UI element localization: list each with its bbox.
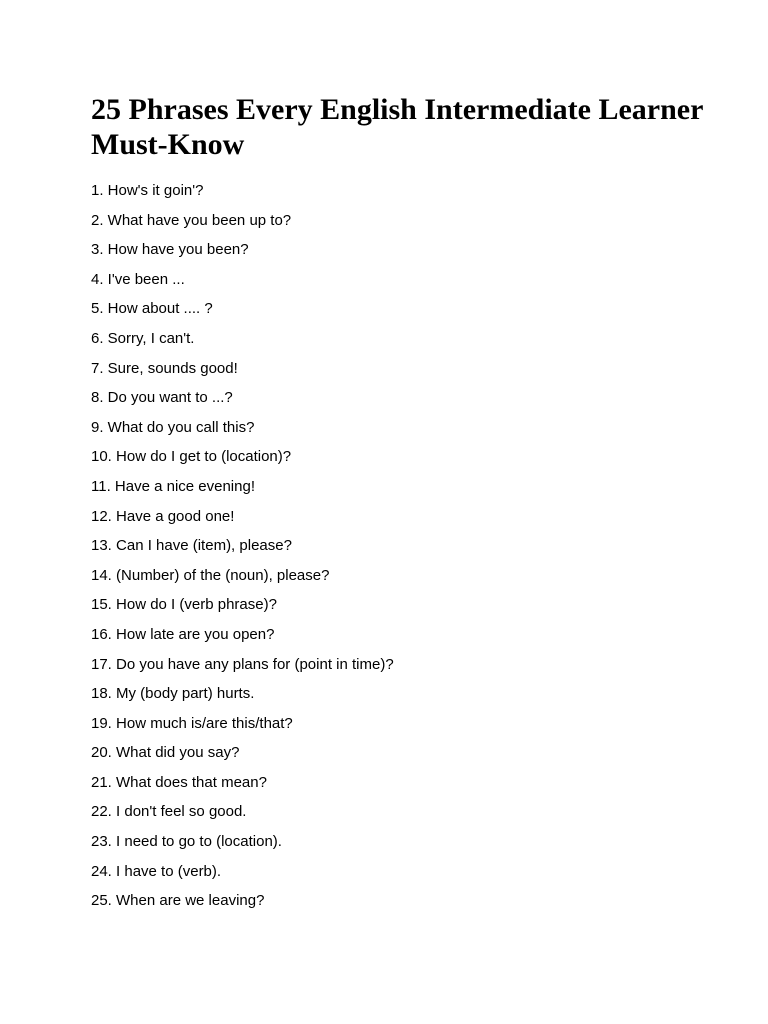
list-item: 22. I don't feel so good. [91,803,247,821]
list-item: 5. How about .... ? [91,300,213,318]
list-item: 16. How late are you open? [91,625,275,643]
list-item: 13. Can I have (item), please? [91,537,292,555]
list-item: 4. I've been ... [91,270,185,288]
list-item: 20. What did you say? [91,744,240,762]
page-title: 25 Phrases Every English Intermediate Learner Must-Know [91,93,703,161]
list-item: 25. When are we leaving? [91,892,265,910]
list-item: 12. Have a good one! [91,507,235,525]
list-item: 10. How do I get to (location)? [91,448,292,466]
list-item: 17. Do you have any plans for (point in time)? [91,655,394,673]
list-item: 7. Sure, sounds good! [91,359,238,377]
document-page [91,92,711,916]
list-item: 14. (Number) of the (noun), please? [91,566,330,584]
list-item: 3. How have you been? [91,241,249,259]
list-item: 2. What have you been up to? [91,211,292,229]
list-item: 23. I need to go to (location). [91,833,282,851]
list-item: 8. Do you want to ...? [91,389,233,407]
list-item: 11. Have a nice evening! [91,477,255,495]
list-item: 18. My (body part) hurts. [91,685,255,703]
list-item: 6. Sorry, I can't. [91,329,195,347]
list-item: 21. What does that mean? [91,773,267,791]
phrase-list [91,176,711,916]
list-item: 24. I have to (verb). [91,862,222,880]
list-item: 9. What do you call this? [91,418,255,436]
list-item: 19. How much is/are this/that? [91,714,293,732]
list-item: 15. How do I (verb phrase)? [91,596,277,614]
list-item: 1. How's it goin'? [91,182,204,199]
